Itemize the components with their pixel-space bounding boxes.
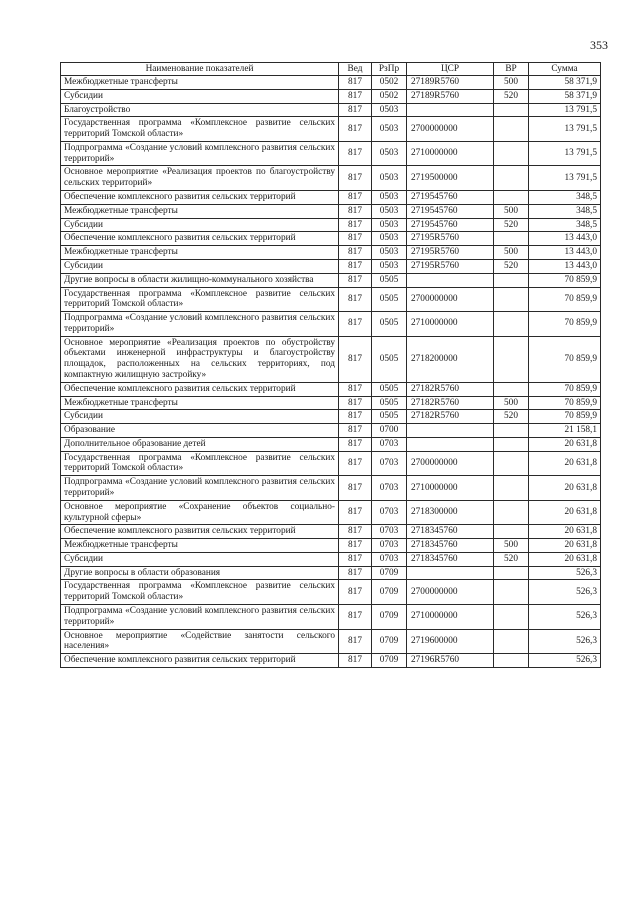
- cell-vr: [494, 424, 529, 438]
- table-row: [61, 566, 601, 580]
- cell-vr: [494, 336, 529, 382]
- table-row: [61, 336, 601, 382]
- cell-rzpr: 0505: [372, 396, 407, 410]
- cell-ved: 817: [339, 117, 372, 142]
- cell-vr: [494, 605, 529, 630]
- cell-name: Государственная программа «Комплексное развитие сельских территорий Томской области»: [61, 287, 339, 312]
- cell-csr: 27195R5760: [407, 246, 494, 260]
- cell-rzpr: 0503: [372, 103, 407, 117]
- cell-sum: 20 631,8: [529, 539, 601, 553]
- cell-name: Обеспечение комплексного развития сельских территорий: [61, 382, 339, 396]
- cell-name: Межбюджетные трансферты: [61, 539, 339, 553]
- budget-table: [60, 62, 601, 668]
- table-row: [61, 539, 601, 553]
- cell-rzpr: 0505: [372, 312, 407, 337]
- header-name: Наименование показателей: [61, 63, 339, 76]
- cell-rzpr: 0709: [372, 580, 407, 605]
- cell-sum: 70 859,9: [529, 336, 601, 382]
- header-rzpr: РзПр: [372, 63, 407, 76]
- cell-vr: 520: [494, 89, 529, 103]
- table-row: [61, 141, 601, 166]
- table-row: [61, 287, 601, 312]
- table-row: [61, 629, 601, 654]
- cell-rzpr: 0703: [372, 552, 407, 566]
- table-row: [61, 424, 601, 438]
- cell-name: Подпрограмма «Создание условий комплексного развития сельских территорий»: [61, 312, 339, 337]
- cell-sum: 70 859,9: [529, 410, 601, 424]
- cell-csr: 2700000000: [407, 451, 494, 476]
- cell-ved: 817: [339, 287, 372, 312]
- cell-sum: 70 859,9: [529, 312, 601, 337]
- cell-csr: 2719545760: [407, 204, 494, 218]
- cell-csr: 2718345760: [407, 539, 494, 553]
- cell-rzpr: 0505: [372, 410, 407, 424]
- cell-ved: 817: [339, 396, 372, 410]
- table-body: [61, 76, 601, 668]
- cell-ved: 817: [339, 451, 372, 476]
- cell-vr: 520: [494, 259, 529, 273]
- cell-ved: 817: [339, 246, 372, 260]
- cell-sum: 13 791,5: [529, 103, 601, 117]
- cell-csr: 27182R5760: [407, 396, 494, 410]
- cell-sum: 13 791,5: [529, 117, 601, 142]
- cell-name: Образование: [61, 424, 339, 438]
- cell-sum: 13 791,5: [529, 141, 601, 166]
- cell-csr: 2700000000: [407, 580, 494, 605]
- table-row: [61, 103, 601, 117]
- cell-rzpr: 0709: [372, 654, 407, 668]
- cell-sum: 526,3: [529, 629, 601, 654]
- cell-csr: 2719500000: [407, 166, 494, 191]
- cell-sum: 20 631,8: [529, 437, 601, 451]
- cell-ved: 817: [339, 552, 372, 566]
- cell-csr: 2719600000: [407, 629, 494, 654]
- cell-name: Субсидии: [61, 218, 339, 232]
- cell-vr: 500: [494, 246, 529, 260]
- table-row: [61, 382, 601, 396]
- cell-rzpr: 0505: [372, 382, 407, 396]
- cell-ved: 817: [339, 232, 372, 246]
- cell-rzpr: 0703: [372, 451, 407, 476]
- table-row: [61, 246, 601, 260]
- table-row: [61, 312, 601, 337]
- cell-sum: 58 371,9: [529, 89, 601, 103]
- cell-csr: 2700000000: [407, 117, 494, 142]
- page-number: 353: [590, 38, 608, 52]
- table-row: [61, 232, 601, 246]
- table-row: [61, 451, 601, 476]
- cell-sum: 13 443,0: [529, 246, 601, 260]
- cell-rzpr: 0502: [372, 76, 407, 90]
- cell-csr: 2719545760: [407, 218, 494, 232]
- cell-sum: 20 631,8: [529, 552, 601, 566]
- cell-vr: 520: [494, 552, 529, 566]
- cell-sum: 13 791,5: [529, 166, 601, 191]
- cell-name: Основное мероприятие «Реализация проектов по обустройству объектами инженерной инфраструктуры и благоустройству площадок, расположенных на сельских территориях, под компактную жилищную застройку»: [61, 336, 339, 382]
- cell-name: Другие вопросы в области образования: [61, 566, 339, 580]
- cell-ved: 817: [339, 476, 372, 501]
- cell-name: Подпрограмма «Создание условий комплексного развития сельских территорий»: [61, 605, 339, 630]
- cell-sum: 20 631,8: [529, 525, 601, 539]
- cell-vr: [494, 141, 529, 166]
- cell-sum: 526,3: [529, 580, 601, 605]
- cell-ved: 817: [339, 76, 372, 90]
- cell-name: Субсидии: [61, 410, 339, 424]
- cell-vr: 500: [494, 539, 529, 553]
- cell-vr: [494, 191, 529, 205]
- cell-rzpr: 0703: [372, 437, 407, 451]
- cell-vr: 500: [494, 396, 529, 410]
- cell-vr: 520: [494, 218, 529, 232]
- cell-csr: [407, 273, 494, 287]
- cell-rzpr: 0505: [372, 287, 407, 312]
- table-row: [61, 437, 601, 451]
- cell-name: Субсидии: [61, 89, 339, 103]
- cell-name: Обеспечение комплексного развития сельских территорий: [61, 525, 339, 539]
- cell-name: Обеспечение комплексного развития сельских территорий: [61, 654, 339, 668]
- cell-csr: 2718345760: [407, 525, 494, 539]
- table-row: [61, 218, 601, 232]
- cell-csr: 2718300000: [407, 500, 494, 525]
- cell-csr: [407, 566, 494, 580]
- table-row: [61, 259, 601, 273]
- cell-rzpr: 0503: [372, 232, 407, 246]
- cell-ved: 817: [339, 166, 372, 191]
- cell-name: Субсидии: [61, 552, 339, 566]
- cell-rzpr: 0503: [372, 204, 407, 218]
- cell-name: Межбюджетные трансферты: [61, 396, 339, 410]
- cell-csr: 27182R5760: [407, 410, 494, 424]
- cell-name: Подпрограмма «Создание условий комплексного развития сельских территорий»: [61, 476, 339, 501]
- cell-sum: 348,5: [529, 204, 601, 218]
- cell-sum: 20 631,8: [529, 500, 601, 525]
- cell-name: Обеспечение комплексного развития сельских территорий: [61, 232, 339, 246]
- cell-csr: 2718200000: [407, 336, 494, 382]
- table-row: [61, 605, 601, 630]
- cell-ved: 817: [339, 525, 372, 539]
- table-row: [61, 117, 601, 142]
- cell-name: Межбюджетные трансферты: [61, 246, 339, 260]
- cell-sum: 20 631,8: [529, 451, 601, 476]
- cell-ved: 817: [339, 259, 372, 273]
- cell-sum: 526,3: [529, 605, 601, 630]
- cell-name: Благоустройство: [61, 103, 339, 117]
- table-row: [61, 552, 601, 566]
- cell-rzpr: 0502: [372, 89, 407, 103]
- cell-rzpr: 0703: [372, 539, 407, 553]
- cell-name: Межбюджетные трансферты: [61, 204, 339, 218]
- header-csr: ЦСР: [407, 63, 494, 76]
- cell-vr: [494, 232, 529, 246]
- cell-sum: 13 443,0: [529, 259, 601, 273]
- cell-csr: 2718345760: [407, 552, 494, 566]
- table-row: [61, 273, 601, 287]
- table-header-row: [61, 63, 601, 76]
- cell-ved: 817: [339, 336, 372, 382]
- cell-sum: 20 631,8: [529, 476, 601, 501]
- table-row: [61, 76, 601, 90]
- cell-csr: 27189R5760: [407, 76, 494, 90]
- table-row: [61, 654, 601, 668]
- table-row: [61, 89, 601, 103]
- table-row: [61, 580, 601, 605]
- cell-vr: [494, 437, 529, 451]
- cell-rzpr: 0503: [372, 246, 407, 260]
- cell-name: Межбюджетные трансферты: [61, 76, 339, 90]
- cell-ved: 817: [339, 539, 372, 553]
- cell-name: Другие вопросы в области жилищно-коммунального хозяйства: [61, 273, 339, 287]
- cell-name: Основное мероприятие «Содействие занятости сельского населения»: [61, 629, 339, 654]
- cell-rzpr: 0709: [372, 605, 407, 630]
- cell-rzpr: 0709: [372, 566, 407, 580]
- cell-ved: 817: [339, 580, 372, 605]
- cell-sum: 348,5: [529, 191, 601, 205]
- cell-vr: [494, 629, 529, 654]
- cell-ved: 817: [339, 629, 372, 654]
- cell-ved: 817: [339, 191, 372, 205]
- cell-sum: 70 859,9: [529, 273, 601, 287]
- cell-ved: 817: [339, 103, 372, 117]
- cell-vr: [494, 654, 529, 668]
- cell-vr: [494, 525, 529, 539]
- cell-vr: 500: [494, 204, 529, 218]
- cell-name: Обеспечение комплексного развития сельских территорий: [61, 191, 339, 205]
- cell-vr: [494, 566, 529, 580]
- cell-vr: [494, 476, 529, 501]
- header-vr: ВР: [494, 63, 529, 76]
- cell-sum: 526,3: [529, 654, 601, 668]
- cell-ved: 817: [339, 500, 372, 525]
- cell-vr: [494, 312, 529, 337]
- cell-csr: 2710000000: [407, 141, 494, 166]
- cell-rzpr: 0505: [372, 273, 407, 287]
- cell-name: Основное мероприятие «Реализация проектов по благоустройству сельских территорий»: [61, 166, 339, 191]
- cell-rzpr: 0503: [372, 141, 407, 166]
- cell-csr: 2710000000: [407, 605, 494, 630]
- cell-sum: 526,3: [529, 566, 601, 580]
- cell-name: Дополнительное образование детей: [61, 437, 339, 451]
- cell-sum: 21 158,1: [529, 424, 601, 438]
- cell-rzpr: 0505: [372, 336, 407, 382]
- table-row: [61, 410, 601, 424]
- cell-vr: [494, 382, 529, 396]
- cell-csr: 2710000000: [407, 476, 494, 501]
- cell-vr: 520: [494, 410, 529, 424]
- cell-rzpr: 0503: [372, 117, 407, 142]
- cell-sum: 70 859,9: [529, 396, 601, 410]
- cell-ved: 817: [339, 312, 372, 337]
- cell-vr: [494, 500, 529, 525]
- cell-csr: 27189R5760: [407, 89, 494, 103]
- cell-rzpr: 0503: [372, 191, 407, 205]
- cell-name: Основное мероприятие «Сохранение объектов социально-культурной сферы»: [61, 500, 339, 525]
- cell-csr: 2719545760: [407, 191, 494, 205]
- cell-ved: 817: [339, 605, 372, 630]
- cell-sum: 58 371,9: [529, 76, 601, 90]
- cell-name: Государственная программа «Комплексное развитие сельских территорий Томской области»: [61, 117, 339, 142]
- cell-ved: 817: [339, 204, 372, 218]
- cell-csr: 27195R5760: [407, 259, 494, 273]
- cell-rzpr: 0503: [372, 218, 407, 232]
- table-row: [61, 191, 601, 205]
- cell-name: Субсидии: [61, 259, 339, 273]
- cell-sum: 348,5: [529, 218, 601, 232]
- cell-rzpr: 0703: [372, 476, 407, 501]
- cell-vr: [494, 451, 529, 476]
- cell-sum: 70 859,9: [529, 287, 601, 312]
- table-row: [61, 525, 601, 539]
- cell-name: Подпрограмма «Создание условий комплексного развития сельских территорий»: [61, 141, 339, 166]
- cell-sum: 13 443,0: [529, 232, 601, 246]
- cell-sum: 70 859,9: [529, 382, 601, 396]
- cell-rzpr: 0700: [372, 424, 407, 438]
- cell-ved: 817: [339, 273, 372, 287]
- header-sum: Сумма: [529, 63, 601, 76]
- cell-vr: [494, 287, 529, 312]
- cell-csr: 2700000000: [407, 287, 494, 312]
- table-row: [61, 396, 601, 410]
- cell-ved: 817: [339, 141, 372, 166]
- cell-name: Государственная программа «Комплексное развитие сельских территорий Томской области»: [61, 451, 339, 476]
- cell-ved: 817: [339, 424, 372, 438]
- table-row: [61, 204, 601, 218]
- cell-csr: [407, 424, 494, 438]
- cell-ved: 817: [339, 410, 372, 424]
- cell-rzpr: 0703: [372, 525, 407, 539]
- cell-vr: [494, 166, 529, 191]
- cell-csr: 27182R5760: [407, 382, 494, 396]
- table-row: [61, 500, 601, 525]
- cell-csr: 27196R5760: [407, 654, 494, 668]
- table-row: [61, 476, 601, 501]
- header-ved: Вед: [339, 63, 372, 76]
- cell-vr: 500: [494, 76, 529, 90]
- cell-rzpr: 0703: [372, 500, 407, 525]
- cell-csr: 27195R5760: [407, 232, 494, 246]
- cell-ved: 817: [339, 382, 372, 396]
- cell-rzpr: 0503: [372, 259, 407, 273]
- cell-ved: 817: [339, 218, 372, 232]
- cell-rzpr: 0709: [372, 629, 407, 654]
- cell-ved: 817: [339, 654, 372, 668]
- cell-vr: [494, 273, 529, 287]
- cell-vr: [494, 103, 529, 117]
- cell-ved: 817: [339, 437, 372, 451]
- cell-ved: 817: [339, 89, 372, 103]
- table-row: [61, 166, 601, 191]
- cell-csr: [407, 437, 494, 451]
- cell-name: Государственная программа «Комплексное развитие сельских территорий Томской области»: [61, 580, 339, 605]
- cell-csr: 2710000000: [407, 312, 494, 337]
- cell-vr: [494, 580, 529, 605]
- cell-csr: [407, 103, 494, 117]
- cell-ved: 817: [339, 566, 372, 580]
- cell-rzpr: 0503: [372, 166, 407, 191]
- cell-vr: [494, 117, 529, 142]
